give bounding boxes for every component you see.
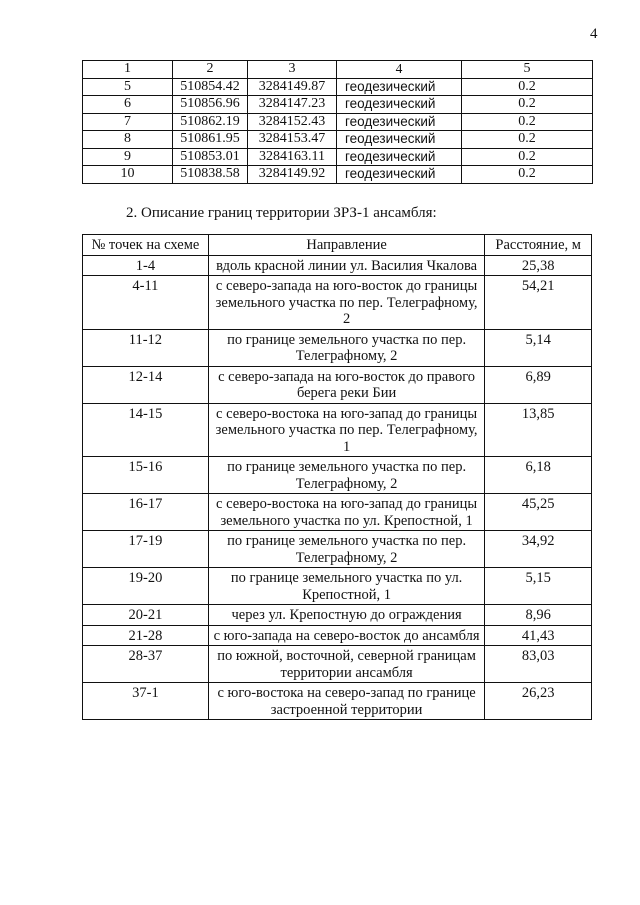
table-row (83, 276, 592, 330)
table-row (83, 148, 593, 166)
table-row (83, 531, 592, 568)
direction-cell: вдоль красной линии ул. Василия Чкалова (208, 255, 485, 276)
point-number-cell: 6 (83, 96, 173, 114)
coordinates-table (82, 60, 593, 184)
x-coordinate-cell: 510853.01 (173, 148, 248, 166)
table-row (83, 494, 592, 531)
point-number-cell: 7 (83, 113, 173, 131)
table-row (83, 683, 592, 720)
table-header-row (83, 235, 592, 256)
direction-cell: через ул. Крепостную до ограждения (208, 605, 485, 626)
distance-cell: 26,23 (485, 683, 592, 720)
accuracy-cell: 0.2 (462, 148, 593, 166)
direction-cell: с юго-востока на северо-запад по границе застроенной территории (208, 683, 485, 720)
column-number-cell: 2 (173, 61, 248, 79)
distance-cell: 25,38 (485, 255, 592, 276)
table-row (83, 403, 592, 457)
y-coordinate-cell: 3284149.87 (248, 78, 337, 96)
points-cell: 19-20 (83, 568, 209, 605)
table-row (83, 131, 593, 149)
table-row (83, 329, 592, 366)
direction-cell: с юго-запада на северо-восток до ансамбля (208, 625, 485, 646)
x-coordinate-cell: 510838.58 (173, 166, 248, 184)
y-coordinate-cell: 3284152.43 (248, 113, 337, 131)
distance-cell: 54,21 (485, 276, 592, 330)
direction-cell: по границе земельного участка по пер. Телеграфному, 2 (208, 457, 485, 494)
point-number-cell: 5 (83, 78, 173, 96)
direction-cell: с северо-запада на юго-восток до правого берега реки Бии (208, 366, 485, 403)
y-coordinate-cell: 3284147.23 (248, 96, 337, 114)
table-row (83, 166, 593, 184)
point-number-cell: 9 (83, 148, 173, 166)
distance-cell: 13,85 (485, 403, 592, 457)
x-coordinate-cell: 510861.95 (173, 131, 248, 149)
y-coordinate-cell: 3284149.92 (248, 166, 337, 184)
points-cell: 14-15 (83, 403, 209, 457)
distance-cell: 6,18 (485, 457, 592, 494)
x-coordinate-cell: 510854.42 (173, 78, 248, 96)
table-row (83, 366, 592, 403)
points-cell: 37-1 (83, 683, 209, 720)
page-number: 4 (590, 26, 598, 42)
table-row (83, 646, 592, 683)
table-row (83, 457, 592, 494)
points-cell: 12-14 (83, 366, 209, 403)
table-row (83, 96, 593, 114)
column-number-cell: 3 (248, 61, 337, 79)
distance-cell: 83,03 (485, 646, 592, 683)
accuracy-cell: 0.2 (462, 166, 593, 184)
direction-cell: по границе земельного участка по пер. Телеграфному, 2 (208, 531, 485, 568)
table-header-row (83, 61, 593, 79)
points-cell: 28-37 (83, 646, 209, 683)
direction-cell: с северо-востока на юго-запад до границы земельного участка по пер. Телеграфному, 1 (208, 403, 485, 457)
points-cell: 11-12 (83, 329, 209, 366)
distance-cell: 45,25 (485, 494, 592, 531)
y-coordinate-cell: 3284163.11 (248, 148, 337, 166)
direction-cell: с северо-запада на юго-восток до границы земельного участка по пер. Телеграфному, 2 (208, 276, 485, 330)
method-cell: геодезический (337, 78, 462, 96)
direction-cell: по границе земельного участка по ул. Крепостной, 1 (208, 568, 485, 605)
points-cell: 16-17 (83, 494, 209, 531)
distance-cell: 5,14 (485, 329, 592, 366)
column-header-points: № точек на схеме (83, 235, 209, 256)
distance-cell: 8,96 (485, 605, 592, 626)
column-header-direction: Направление (208, 235, 485, 256)
y-coordinate-cell: 3284153.47 (248, 131, 337, 149)
x-coordinate-cell: 510856.96 (173, 96, 248, 114)
method-cell: геодезический (337, 166, 462, 184)
table-row (83, 255, 592, 276)
accuracy-cell: 0.2 (462, 131, 593, 149)
column-number-cell: 4 (337, 61, 462, 79)
distance-cell: 34,92 (485, 531, 592, 568)
point-number-cell: 8 (83, 131, 173, 149)
accuracy-cell: 0.2 (462, 78, 593, 96)
column-number-cell: 1 (83, 61, 173, 79)
direction-cell: с северо-востока на юго-запад до границы земельного участка по ул. Крепостной, 1 (208, 494, 485, 531)
method-cell: геодезический (337, 113, 462, 131)
points-cell: 20-21 (83, 605, 209, 626)
table-row (83, 113, 593, 131)
distance-cell: 6,89 (485, 366, 592, 403)
points-cell: 4-11 (83, 276, 209, 330)
point-number-cell: 10 (83, 166, 173, 184)
boundary-description-table (82, 234, 592, 720)
x-coordinate-cell: 510862.19 (173, 113, 248, 131)
table-row (83, 625, 592, 646)
column-header-distance: Расстояние, м (485, 235, 592, 256)
method-cell: геодезический (337, 131, 462, 149)
accuracy-cell: 0.2 (462, 113, 593, 131)
distance-cell: 41,43 (485, 625, 592, 646)
points-cell: 1-4 (83, 255, 209, 276)
table-row (83, 78, 593, 96)
distance-cell: 5,15 (485, 568, 592, 605)
direction-cell: по южной, восточной, северной границам территории ансамбля (208, 646, 485, 683)
method-cell: геодезический (337, 148, 462, 166)
method-cell: геодезический (337, 96, 462, 114)
accuracy-cell: 0.2 (462, 96, 593, 114)
points-cell: 21-28 (83, 625, 209, 646)
table-row (83, 568, 592, 605)
table-row (83, 605, 592, 626)
section-title: 2. Описание границ территории ЗРЗ-1 ансамбля: (126, 205, 437, 221)
points-cell: 15-16 (83, 457, 209, 494)
column-number-cell: 5 (462, 61, 593, 79)
points-cell: 17-19 (83, 531, 209, 568)
direction-cell: по границе земельного участка по пер. Телеграфному, 2 (208, 329, 485, 366)
